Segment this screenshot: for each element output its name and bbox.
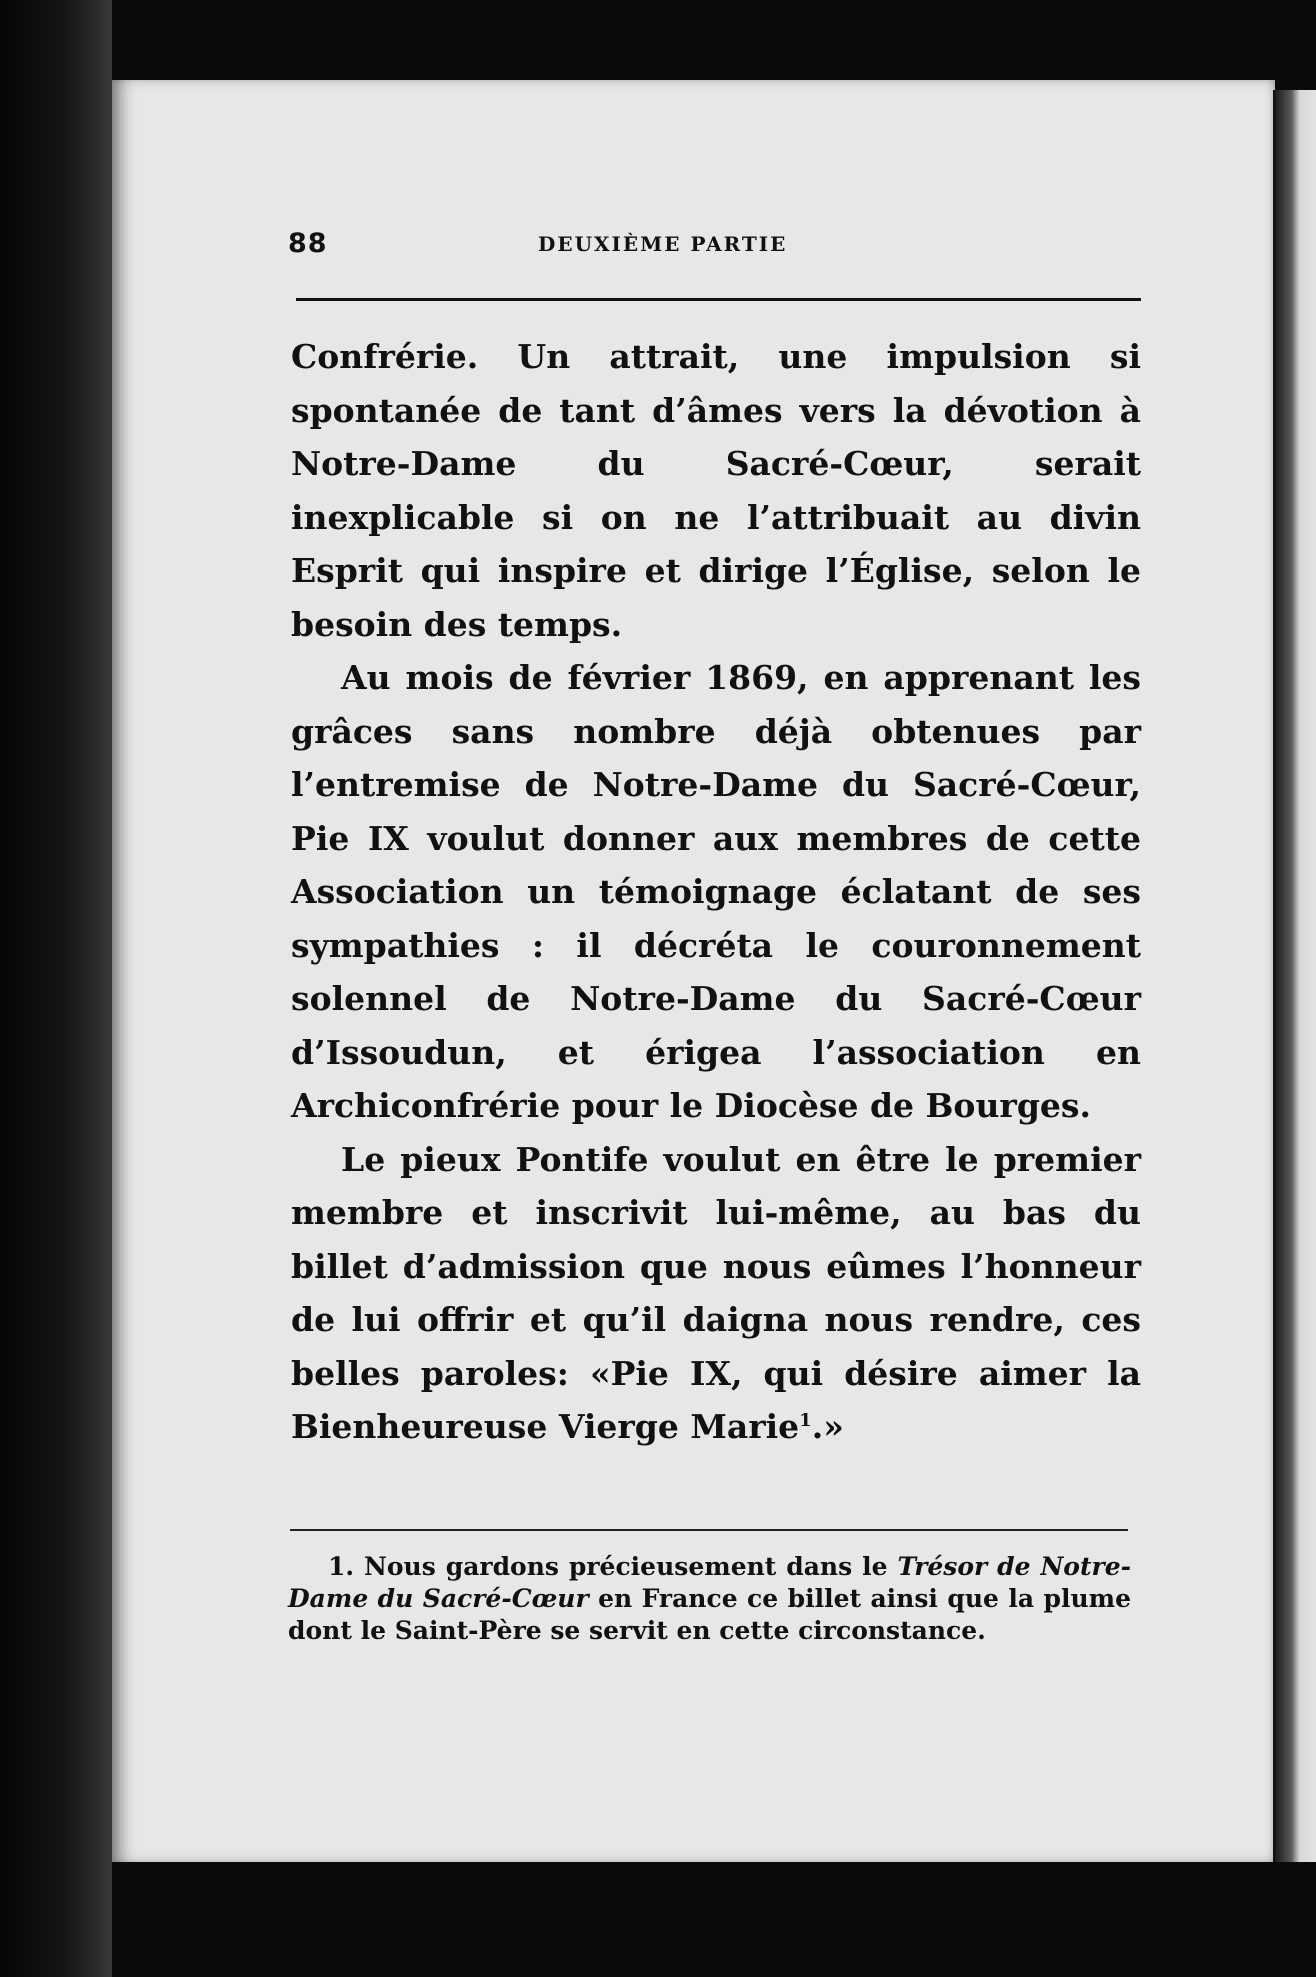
- footnote-text-before: Nous gardons précieusement dans le: [364, 1552, 888, 1581]
- paragraph-1: Confrérie. Un attrait, une impulsion si spontanée de tant d’âmes vers la dévotion à Notre-Dame du Sacré-Cœur, serait inexplicable si on ne l’attribuait au divin Esprit qui inspire et dirige l’Église, selon le besoin des temps.: [291, 337, 1141, 644]
- footnote-title: Trésor de Notre-Dame du Sacré-Cœur: [288, 1552, 1131, 1613]
- paragraph-3-end: .»: [811, 1407, 844, 1446]
- facing-page-edge: [1275, 90, 1316, 1890]
- book-binding: [0, 0, 112, 1977]
- footnote-number: 1.: [328, 1552, 355, 1581]
- paragraph-2: Au mois de février 1869, en apprenant les grâces sans nombre déjà obtenues par l’entremise de Notre-Dame du Sacré-Cœur, Pie IX voulut donner aux membres de cette Association un témoignage éclatant de ses sympathies : il décréta le couronnement solennel de Notre-Dame du Sacré-Cœur d’Issoudun, et érigea l’association en Archiconfrérie pour le Diocèse de Bourges.: [291, 658, 1141, 1125]
- scan-border-bottom: [112, 1862, 1316, 1977]
- paragraph-3-text: Le pieux Pontife voulut en être le premier membre et inscrivit lui-même, au bas du billet d’admission que nous eûmes l’honneur de lui offrir et qu’il daigna nous rendre, ces belles paroles: «Pie IX, qui désire aimer la Bienheureuse Vierge Marie: [291, 1139, 1141, 1446]
- footnote-text-after: en France ce billet ainsi que la plume dont le Saint-Père se servit en cette circonstance.: [288, 1584, 1131, 1645]
- running-head: DEUXIÈME PARTIE: [538, 232, 788, 256]
- footnote-rule: [290, 1529, 1128, 1531]
- footnote: [288, 1551, 1131, 1647]
- scan-border-top: [112, 0, 1316, 80]
- footnote-reference: 1: [799, 1410, 812, 1431]
- page-header: [288, 228, 1133, 268]
- header-rule: [296, 298, 1141, 301]
- body-text: [291, 330, 1141, 1454]
- paragraph-3: [291, 1133, 1141, 1454]
- page-number: 88: [288, 228, 328, 259]
